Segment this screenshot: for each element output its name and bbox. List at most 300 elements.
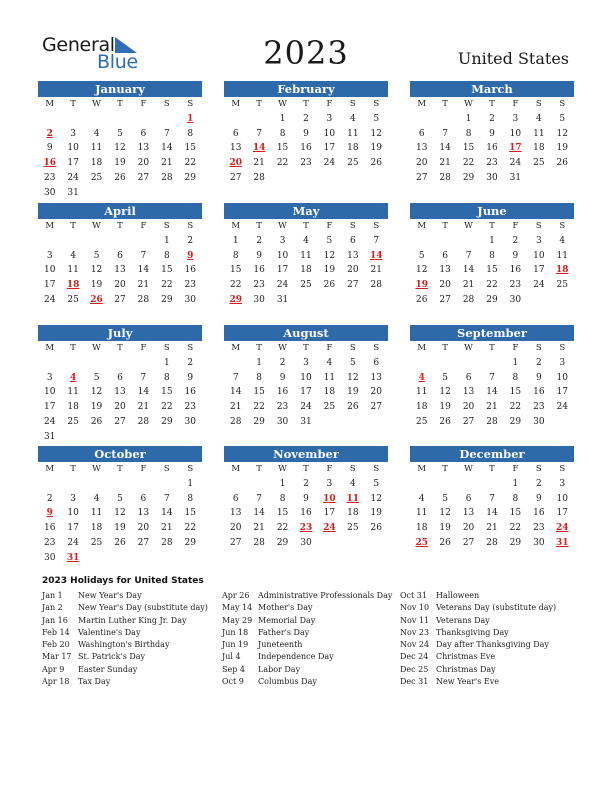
weekday-label: F <box>512 99 519 109</box>
day-cell: 2 <box>256 235 262 246</box>
empty-cell <box>38 477 61 492</box>
day-cell: 2 <box>535 357 542 368</box>
weekday-label: T <box>303 464 309 474</box>
holiday-date: 25 <box>415 537 428 548</box>
day-cell: 22 <box>276 158 289 169</box>
empty-cell <box>527 293 550 308</box>
weekday-label: W <box>464 99 473 109</box>
day-cell: 26 <box>370 523 382 534</box>
day-cell: 1 <box>232 235 239 246</box>
empty-cell <box>85 112 108 127</box>
day-cell: 29 <box>509 537 522 548</box>
week-row <box>38 551 202 566</box>
empty-cell <box>155 112 178 127</box>
day-cell: 6 <box>373 357 380 368</box>
day-cell: 11 <box>556 250 568 261</box>
day-cell: 9 <box>303 128 309 139</box>
day-cell: 18 <box>533 143 545 154</box>
day-cell: 12 <box>323 250 336 261</box>
week-row <box>38 112 202 127</box>
day-cell: 17 <box>533 265 545 276</box>
week-row <box>38 127 202 142</box>
month-march <box>410 81 574 186</box>
week-row <box>224 415 388 430</box>
empty-cell <box>341 293 364 308</box>
day-cell: 17 <box>43 402 56 413</box>
day-cell: 18 <box>90 158 103 169</box>
holiday-entry <box>400 615 556 627</box>
weekday-label: T <box>489 343 495 353</box>
weekday-label: S <box>373 221 380 231</box>
holiday-date: 24 <box>555 523 569 534</box>
weekday-row <box>224 341 388 356</box>
logo-text-blue: Blue <box>97 51 138 73</box>
day-cell: 31 <box>276 294 289 305</box>
month-header: March <box>410 81 574 97</box>
day-cell: 9 <box>512 250 519 261</box>
empty-cell <box>457 477 480 492</box>
weekday-label: W <box>464 464 473 474</box>
month-header: April <box>38 203 202 219</box>
day-cell: 18 <box>347 143 359 154</box>
holiday-entry-name: Christmas Day <box>436 664 496 674</box>
day-cell: 19 <box>323 265 336 276</box>
day-cell: 25 <box>300 280 312 291</box>
weekday-label: T <box>117 464 123 474</box>
day-cell: 16 <box>184 387 196 398</box>
week-row <box>38 249 202 264</box>
month-header: November <box>224 446 388 462</box>
week-row <box>224 356 388 371</box>
weekday-label: S <box>187 343 194 353</box>
week-row <box>38 521 202 536</box>
day-cell: 28 <box>229 416 242 427</box>
holiday-entry-date: Sep 4 <box>222 664 245 674</box>
day-cell: 5 <box>559 113 566 124</box>
weekday-label: T <box>303 221 309 231</box>
day-cell: 27 <box>114 416 126 427</box>
weekday-label: M <box>417 464 427 474</box>
day-cell: 26 <box>439 537 451 548</box>
day-cell: 16 <box>486 143 498 154</box>
weekday-label: T <box>70 464 76 474</box>
day-cell: 1 <box>256 357 262 368</box>
empty-cell <box>294 171 317 186</box>
day-cell: 20 <box>137 523 150 534</box>
day-cell: 10 <box>43 387 56 398</box>
empty-cell <box>433 356 456 371</box>
day-cell: 12 <box>556 128 568 139</box>
day-cell: 25 <box>347 158 359 169</box>
weekday-label: F <box>326 99 333 109</box>
day-cell: 15 <box>184 143 196 154</box>
holiday-entry-date: May 14 <box>222 603 253 613</box>
month-july <box>38 325 202 445</box>
week-row <box>38 385 202 400</box>
day-cell: 2 <box>187 357 194 368</box>
day-cell: 28 <box>161 172 173 183</box>
day-cell: 9 <box>46 143 53 154</box>
day-cell: 6 <box>442 250 448 261</box>
weekday-label: S <box>163 221 170 231</box>
week-row <box>224 141 388 156</box>
holiday-entry <box>42 615 208 627</box>
day-cell: 13 <box>229 508 242 519</box>
day-cell: 29 <box>184 172 196 183</box>
weekday-row <box>410 97 574 112</box>
day-cell: 7 <box>489 372 495 383</box>
week-row <box>224 127 388 142</box>
week-row <box>224 278 388 293</box>
empty-cell <box>108 356 131 371</box>
day-cell: 24 <box>67 172 79 183</box>
week-row <box>224 234 388 249</box>
day-cell: 19 <box>347 387 359 398</box>
calendar-year: 2023 <box>263 34 349 72</box>
day-cell: 15 <box>462 143 475 154</box>
day-cell: 15 <box>276 508 289 519</box>
day-cell: 8 <box>163 372 170 383</box>
holiday-entry <box>400 590 556 602</box>
day-cell: 19 <box>90 280 103 291</box>
week-row <box>224 492 388 507</box>
empty-cell <box>551 415 574 430</box>
day-cell: 14 <box>486 387 498 398</box>
week-row <box>224 371 388 386</box>
empty-cell <box>61 430 84 445</box>
day-cell: 13 <box>229 143 242 154</box>
day-cell: 22 <box>462 158 475 169</box>
day-cell: 3 <box>512 113 519 124</box>
weekday-label: T <box>256 464 262 474</box>
weekday-label: S <box>163 99 170 109</box>
day-cell: 17 <box>67 158 79 169</box>
holiday-entry-name: Christmas Eve <box>436 652 496 662</box>
day-cell: 16 <box>276 387 289 398</box>
week-row <box>38 430 202 445</box>
empty-cell <box>179 551 202 566</box>
month-october <box>38 446 202 566</box>
day-cell: 24 <box>556 402 568 413</box>
day-cell: 28 <box>439 172 451 183</box>
empty-cell <box>341 415 364 430</box>
empty-cell <box>132 186 155 201</box>
week-row <box>38 278 202 293</box>
day-cell: 23 <box>184 280 196 291</box>
day-cell: 9 <box>256 250 262 261</box>
holiday-entry-name: Valentine's Day <box>78 627 141 637</box>
empty-cell <box>551 171 574 186</box>
day-cell: 15 <box>276 143 289 154</box>
day-cell: 10 <box>67 143 79 154</box>
day-cell: 5 <box>373 478 380 489</box>
holiday-entry-name: Father's Day <box>258 627 310 637</box>
week-row <box>38 141 202 156</box>
weekday-label: W <box>278 464 287 474</box>
holiday-entry <box>222 651 392 663</box>
day-cell: 22 <box>486 280 498 291</box>
day-cell: 12 <box>347 372 359 383</box>
day-cell: 9 <box>489 128 495 139</box>
week-row <box>38 263 202 278</box>
weekday-label: M <box>45 221 55 231</box>
empty-cell <box>365 536 388 551</box>
day-cell: 26 <box>556 158 568 169</box>
empty-cell <box>132 477 155 492</box>
weekday-label: M <box>417 221 427 231</box>
holiday-entry-date: Apr 26 <box>222 591 250 600</box>
day-cell: 30 <box>533 416 545 427</box>
day-cell: 4 <box>70 250 76 261</box>
day-cell: 16 <box>253 265 265 276</box>
day-cell: 5 <box>93 372 100 383</box>
day-cell: 8 <box>187 493 194 504</box>
weekday-label: S <box>535 464 542 474</box>
day-cell: 24 <box>43 416 56 427</box>
weekday-label: S <box>373 464 380 474</box>
holiday-entry-name: Memorial Day <box>258 615 316 625</box>
weekday-label: F <box>512 221 519 231</box>
empty-cell <box>132 234 155 249</box>
holiday-date: 31 <box>555 537 569 548</box>
day-cell: 10 <box>43 265 56 276</box>
day-cell: 30 <box>184 416 196 427</box>
weekday-label: T <box>117 99 123 109</box>
day-cell: 4 <box>303 235 309 246</box>
empty-cell <box>341 536 364 551</box>
day-cell: 11 <box>67 387 79 398</box>
day-cell: 20 <box>114 280 126 291</box>
day-cell: 17 <box>67 523 79 534</box>
week-row <box>410 400 574 415</box>
holiday-entry <box>222 590 392 602</box>
holiday-entry-date: Jan 2 <box>42 603 63 613</box>
holiday-entry-name: Washington's Birthday <box>78 640 170 650</box>
holiday-entry <box>222 676 392 688</box>
holiday-entry-name: New Year's Eve <box>436 677 499 687</box>
week-row <box>410 477 574 492</box>
country-name: United States <box>457 49 569 68</box>
day-cell: 15 <box>509 387 522 398</box>
day-cell: 16 <box>300 508 312 519</box>
week-row <box>410 415 574 430</box>
day-cell: 23 <box>300 158 312 169</box>
holiday-date: 9 <box>46 508 53 519</box>
day-cell: 3 <box>279 235 286 246</box>
empty-cell <box>365 415 388 430</box>
holiday-entry-date: Nov 10 <box>400 603 430 613</box>
holiday-entry-name: New Year's Day <box>78 591 142 600</box>
month-february <box>224 81 388 186</box>
holiday-entry-date: Apr 9 <box>42 664 65 674</box>
day-cell: 21 <box>486 402 498 413</box>
day-cell: 6 <box>232 128 239 139</box>
day-cell: 31 <box>509 172 522 183</box>
day-cell: 21 <box>439 158 451 169</box>
empty-cell <box>247 477 270 492</box>
day-cell: 8 <box>187 128 194 139</box>
day-cell: 26 <box>90 416 103 427</box>
day-cell: 18 <box>67 402 79 413</box>
day-cell: 7 <box>140 372 147 383</box>
day-cell: 10 <box>67 508 79 519</box>
day-cell: 24 <box>533 280 545 291</box>
empty-cell <box>365 171 388 186</box>
day-cell: 13 <box>137 143 150 154</box>
month-header: December <box>410 446 574 462</box>
holiday-entry-name: Easter Sunday <box>78 664 138 674</box>
day-cell: 3 <box>326 478 333 489</box>
holiday-entry <box>42 664 208 676</box>
holiday-entry-name: Martin Luther King Jr. Day <box>78 615 187 625</box>
holiday-date: 2 <box>46 128 53 139</box>
day-cell: 20 <box>347 265 359 276</box>
weekday-label: S <box>349 221 356 231</box>
day-cell: 13 <box>347 250 359 261</box>
holiday-entry-name: Administrative Professionals Day <box>258 591 393 600</box>
weekday-label: T <box>489 99 495 109</box>
empty-cell <box>365 293 388 308</box>
day-cell: 17 <box>43 280 56 291</box>
day-cell: 29 <box>161 294 173 305</box>
day-cell: 13 <box>370 372 382 383</box>
holiday-entry <box>42 639 208 651</box>
weekday-label: T <box>303 99 309 109</box>
day-cell: 20 <box>415 158 428 169</box>
month-header: January <box>38 81 202 97</box>
day-cell: 9 <box>279 372 286 383</box>
day-cell: 5 <box>418 250 425 261</box>
empty-cell <box>108 234 131 249</box>
day-cell: 31 <box>300 416 312 427</box>
day-cell: 27 <box>415 172 428 183</box>
day-cell: 2 <box>303 113 309 124</box>
weekday-label: T <box>442 99 448 109</box>
day-cell: 17 <box>556 508 568 519</box>
week-row <box>224 293 388 308</box>
holiday-entry <box>222 664 392 676</box>
holiday-entry-name: New Year's Day (substitute day) <box>78 603 208 613</box>
day-cell: 13 <box>462 387 475 398</box>
week-row <box>410 112 574 127</box>
weekday-label: M <box>45 464 55 474</box>
day-cell: 27 <box>462 416 475 427</box>
day-cell: 6 <box>140 493 147 504</box>
weekday-row <box>38 97 202 112</box>
empty-cell <box>61 356 84 371</box>
holiday-date: 18 <box>66 280 80 291</box>
holiday-entry-date: Jan 1 <box>42 591 63 600</box>
day-cell: 27 <box>137 537 150 548</box>
holiday-date: 11 <box>346 493 360 504</box>
day-cell: 27 <box>137 172 150 183</box>
day-cell: 30 <box>509 294 522 305</box>
day-cell: 21 <box>253 158 265 169</box>
day-cell: 13 <box>137 508 150 519</box>
day-cell: 14 <box>253 508 265 519</box>
day-cell: 7 <box>163 128 170 139</box>
day-cell: 6 <box>465 493 472 504</box>
week-row <box>224 506 388 521</box>
empty-cell <box>480 356 503 371</box>
day-cell: 22 <box>184 523 196 534</box>
weekday-label: M <box>417 343 427 353</box>
day-cell: 27 <box>114 294 126 305</box>
empty-cell <box>318 536 341 551</box>
holiday-column <box>42 590 208 688</box>
day-cell: 12 <box>90 387 103 398</box>
day-cell: 5 <box>93 250 100 261</box>
day-cell: 23 <box>276 402 289 413</box>
day-cell: 28 <box>253 172 265 183</box>
day-cell: 16 <box>43 523 56 534</box>
weekday-row <box>38 219 202 234</box>
empty-cell <box>457 356 480 371</box>
week-row <box>410 521 574 536</box>
weekday-label: W <box>278 221 287 231</box>
empty-cell <box>410 477 433 492</box>
weekday-label: S <box>373 343 380 353</box>
holiday-entry <box>42 651 208 663</box>
day-cell: 30 <box>43 552 56 563</box>
day-cell: 29 <box>161 416 173 427</box>
day-cell: 30 <box>300 537 312 548</box>
day-cell: 31 <box>67 187 79 198</box>
weekday-label: S <box>535 221 542 231</box>
day-cell: 19 <box>439 402 451 413</box>
weekday-label: M <box>231 343 241 353</box>
day-cell: 8 <box>232 250 239 261</box>
day-cell: 12 <box>114 508 126 519</box>
day-cell: 14 <box>462 265 475 276</box>
week-row <box>410 156 574 171</box>
day-cell: 30 <box>486 172 498 183</box>
empty-cell <box>155 551 178 566</box>
day-cell: 11 <box>90 143 103 154</box>
day-cell: 26 <box>415 294 428 305</box>
week-row <box>38 400 202 415</box>
day-cell: 18 <box>300 265 312 276</box>
weekday-row <box>38 341 202 356</box>
day-cell: 8 <box>465 128 472 139</box>
day-cell: 23 <box>253 280 265 291</box>
weekday-row <box>410 462 574 477</box>
empty-cell <box>341 171 364 186</box>
day-cell: 10 <box>300 372 312 383</box>
day-cell: 6 <box>232 493 239 504</box>
empty-cell <box>38 234 61 249</box>
day-cell: 12 <box>415 265 428 276</box>
day-cell: 6 <box>140 128 147 139</box>
holiday-entry <box>400 627 556 639</box>
day-cell: 4 <box>93 493 100 504</box>
weekday-label: T <box>70 221 76 231</box>
day-cell: 19 <box>114 158 126 169</box>
day-cell: 17 <box>323 508 336 519</box>
week-row <box>224 156 388 171</box>
empty-cell <box>155 477 178 492</box>
day-cell: 5 <box>373 113 380 124</box>
day-cell: 30 <box>253 294 265 305</box>
holiday-entry <box>400 676 556 688</box>
day-cell: 16 <box>533 387 545 398</box>
day-cell: 23 <box>486 158 498 169</box>
day-cell: 3 <box>326 113 333 124</box>
day-cell: 18 <box>415 402 428 413</box>
month-header: October <box>38 446 202 462</box>
day-cell: 21 <box>229 402 242 413</box>
day-cell: 13 <box>415 143 428 154</box>
